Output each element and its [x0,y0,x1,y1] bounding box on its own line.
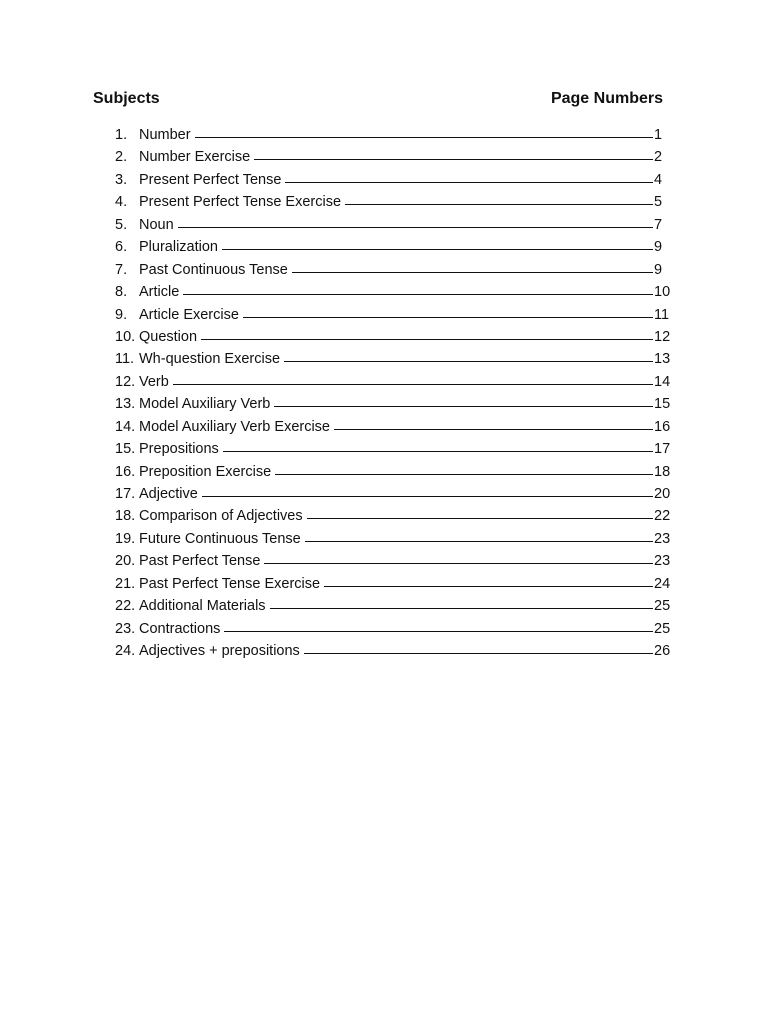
entry-title: Present Perfect Tense Exercise [139,194,342,211]
leader-line [223,451,653,452]
entry-title: Article [139,284,180,301]
entry-number: 14. [115,418,136,435]
entry-page-number: 20 [654,486,671,502]
entry-page-number: 17 [654,441,671,458]
entry-number: 5. [115,216,128,233]
entry-number: 10. [115,328,136,345]
entry-title: Additional Materials [139,598,266,615]
entry-page-number: 26 [654,643,671,660]
toc-row [115,619,673,641]
entry-number: 2. [115,149,128,166]
entry-number: 6. [115,239,128,256]
entry-number: 13. [115,396,136,413]
entry-number: 4. [115,194,128,211]
entry-title: Model Auxiliary Verb Exercise [139,418,330,435]
entry-title: Prepositions [139,441,219,458]
entry-title: Number [139,127,191,143]
entry-page-number: 22 [654,508,671,525]
entry-number: 24. [115,643,136,660]
toc-row [115,641,673,663]
entry-title: Article Exercise [139,306,239,323]
toc-row [115,147,673,169]
entry-title: Preposition Exercise [139,463,272,480]
entry-page-number: 23 [654,530,671,547]
entry-number: 16. [115,463,136,480]
entry-page-number: 25 [654,598,671,615]
toc-row [115,417,673,439]
toc-row [115,237,673,259]
entry-number: 17. [115,486,136,502]
toc-row [115,349,673,371]
entry-number: 12. [115,373,136,390]
entry-page-number: 2 [654,149,663,166]
toc-row [115,192,673,214]
entry-page-number: 18 [654,463,671,480]
toc-row [115,305,673,327]
leader-line [264,563,653,564]
entry-page-number: 1 [654,127,663,143]
entry-number: 9. [115,306,128,323]
entry-page-number: 9 [654,261,663,278]
entry-title: Past Perfect Tense [139,553,261,570]
subjects-heading: Subjects [93,90,160,107]
entry-number: 8. [115,284,128,301]
entry-page-number: 7 [654,216,663,233]
toc-row [115,574,673,596]
leader-line [305,541,653,542]
entry-number: 11. [115,351,135,368]
entry-page-number: 24 [654,575,671,592]
entry-title: Wh-question Exercise [139,351,281,368]
entry-page-number: 16 [654,418,671,435]
entry-number: 15. [115,441,136,458]
leader-line [275,474,653,475]
entry-number: 18. [115,508,136,525]
entry-page-number: 14 [654,373,671,390]
entry-page-number: 11 [654,306,670,323]
entry-page-number: 23 [654,553,671,570]
entry-number: 22. [115,598,136,615]
entry-title: Adjective [139,486,198,502]
entry-number: 3. [115,171,128,188]
entry-page-number: 4 [654,171,663,188]
toc-row [115,462,673,484]
leader-line [292,272,653,273]
entry-number: 20. [115,553,136,570]
leader-line [201,339,653,340]
leader-line [345,204,653,205]
entry-title: Question [139,328,198,345]
entry-page-number: 13 [654,351,671,368]
toc-row [115,439,673,461]
toc-row [115,484,673,506]
table-of-contents [115,125,673,664]
toc-row [115,282,673,304]
entry-title: Contractions [139,620,221,637]
leader-line [243,317,653,318]
toc-row [115,125,673,147]
entry-page-number: 5 [654,194,663,211]
leader-line [195,137,653,138]
entry-page-number: 9 [654,239,663,256]
toc-row [115,506,673,528]
toc-row [115,596,673,618]
leader-line [304,653,653,654]
toc-row [115,394,673,416]
toc-row [115,170,673,192]
leader-line [324,586,653,587]
entry-number: 21. [115,575,136,592]
toc-row [115,260,673,282]
entry-title: Past Perfect Tense Exercise [139,575,321,592]
leader-line [274,406,653,407]
entry-title: Number Exercise [139,149,251,166]
entry-page-number: 10 [654,284,671,301]
entry-title: Future Continuous Tense [139,530,301,547]
page-numbers-heading: Page Numbers [550,90,663,107]
entry-page-number: 25 [654,620,671,637]
leader-line [307,518,653,519]
entry-title: Verb [139,373,169,390]
leader-line [173,384,653,385]
toc-row [115,327,673,349]
leader-line [270,608,653,609]
toc-header [93,90,663,114]
leader-line [334,429,653,430]
entry-page-number: 15 [654,396,671,413]
entry-title: Comparison of Adjectives [139,508,303,525]
leader-line [254,159,653,160]
leader-line [224,631,653,632]
entry-title: Pluralization [139,239,218,256]
entry-number: 19. [115,530,136,547]
leader-line [284,361,653,362]
leader-line [183,294,653,295]
leader-line [222,249,653,250]
entry-title: Adjectives + prepositions [139,643,300,660]
leader-line [178,227,653,228]
leader-line [285,182,653,183]
entry-title: Past Continuous Tense [139,261,288,278]
entry-title: Noun [139,216,174,233]
entry-title: Present Perfect Tense [139,171,282,188]
entry-number: 7. [115,261,128,278]
toc-row [115,529,673,551]
entry-number: 23. [115,620,136,637]
entry-title: Model Auxiliary Verb [139,396,271,413]
toc-row [115,215,673,237]
toc-row [115,551,673,573]
entry-number: 1. [115,127,128,143]
toc-row [115,372,673,394]
entry-page-number: 12 [654,328,671,345]
leader-line [202,496,653,497]
